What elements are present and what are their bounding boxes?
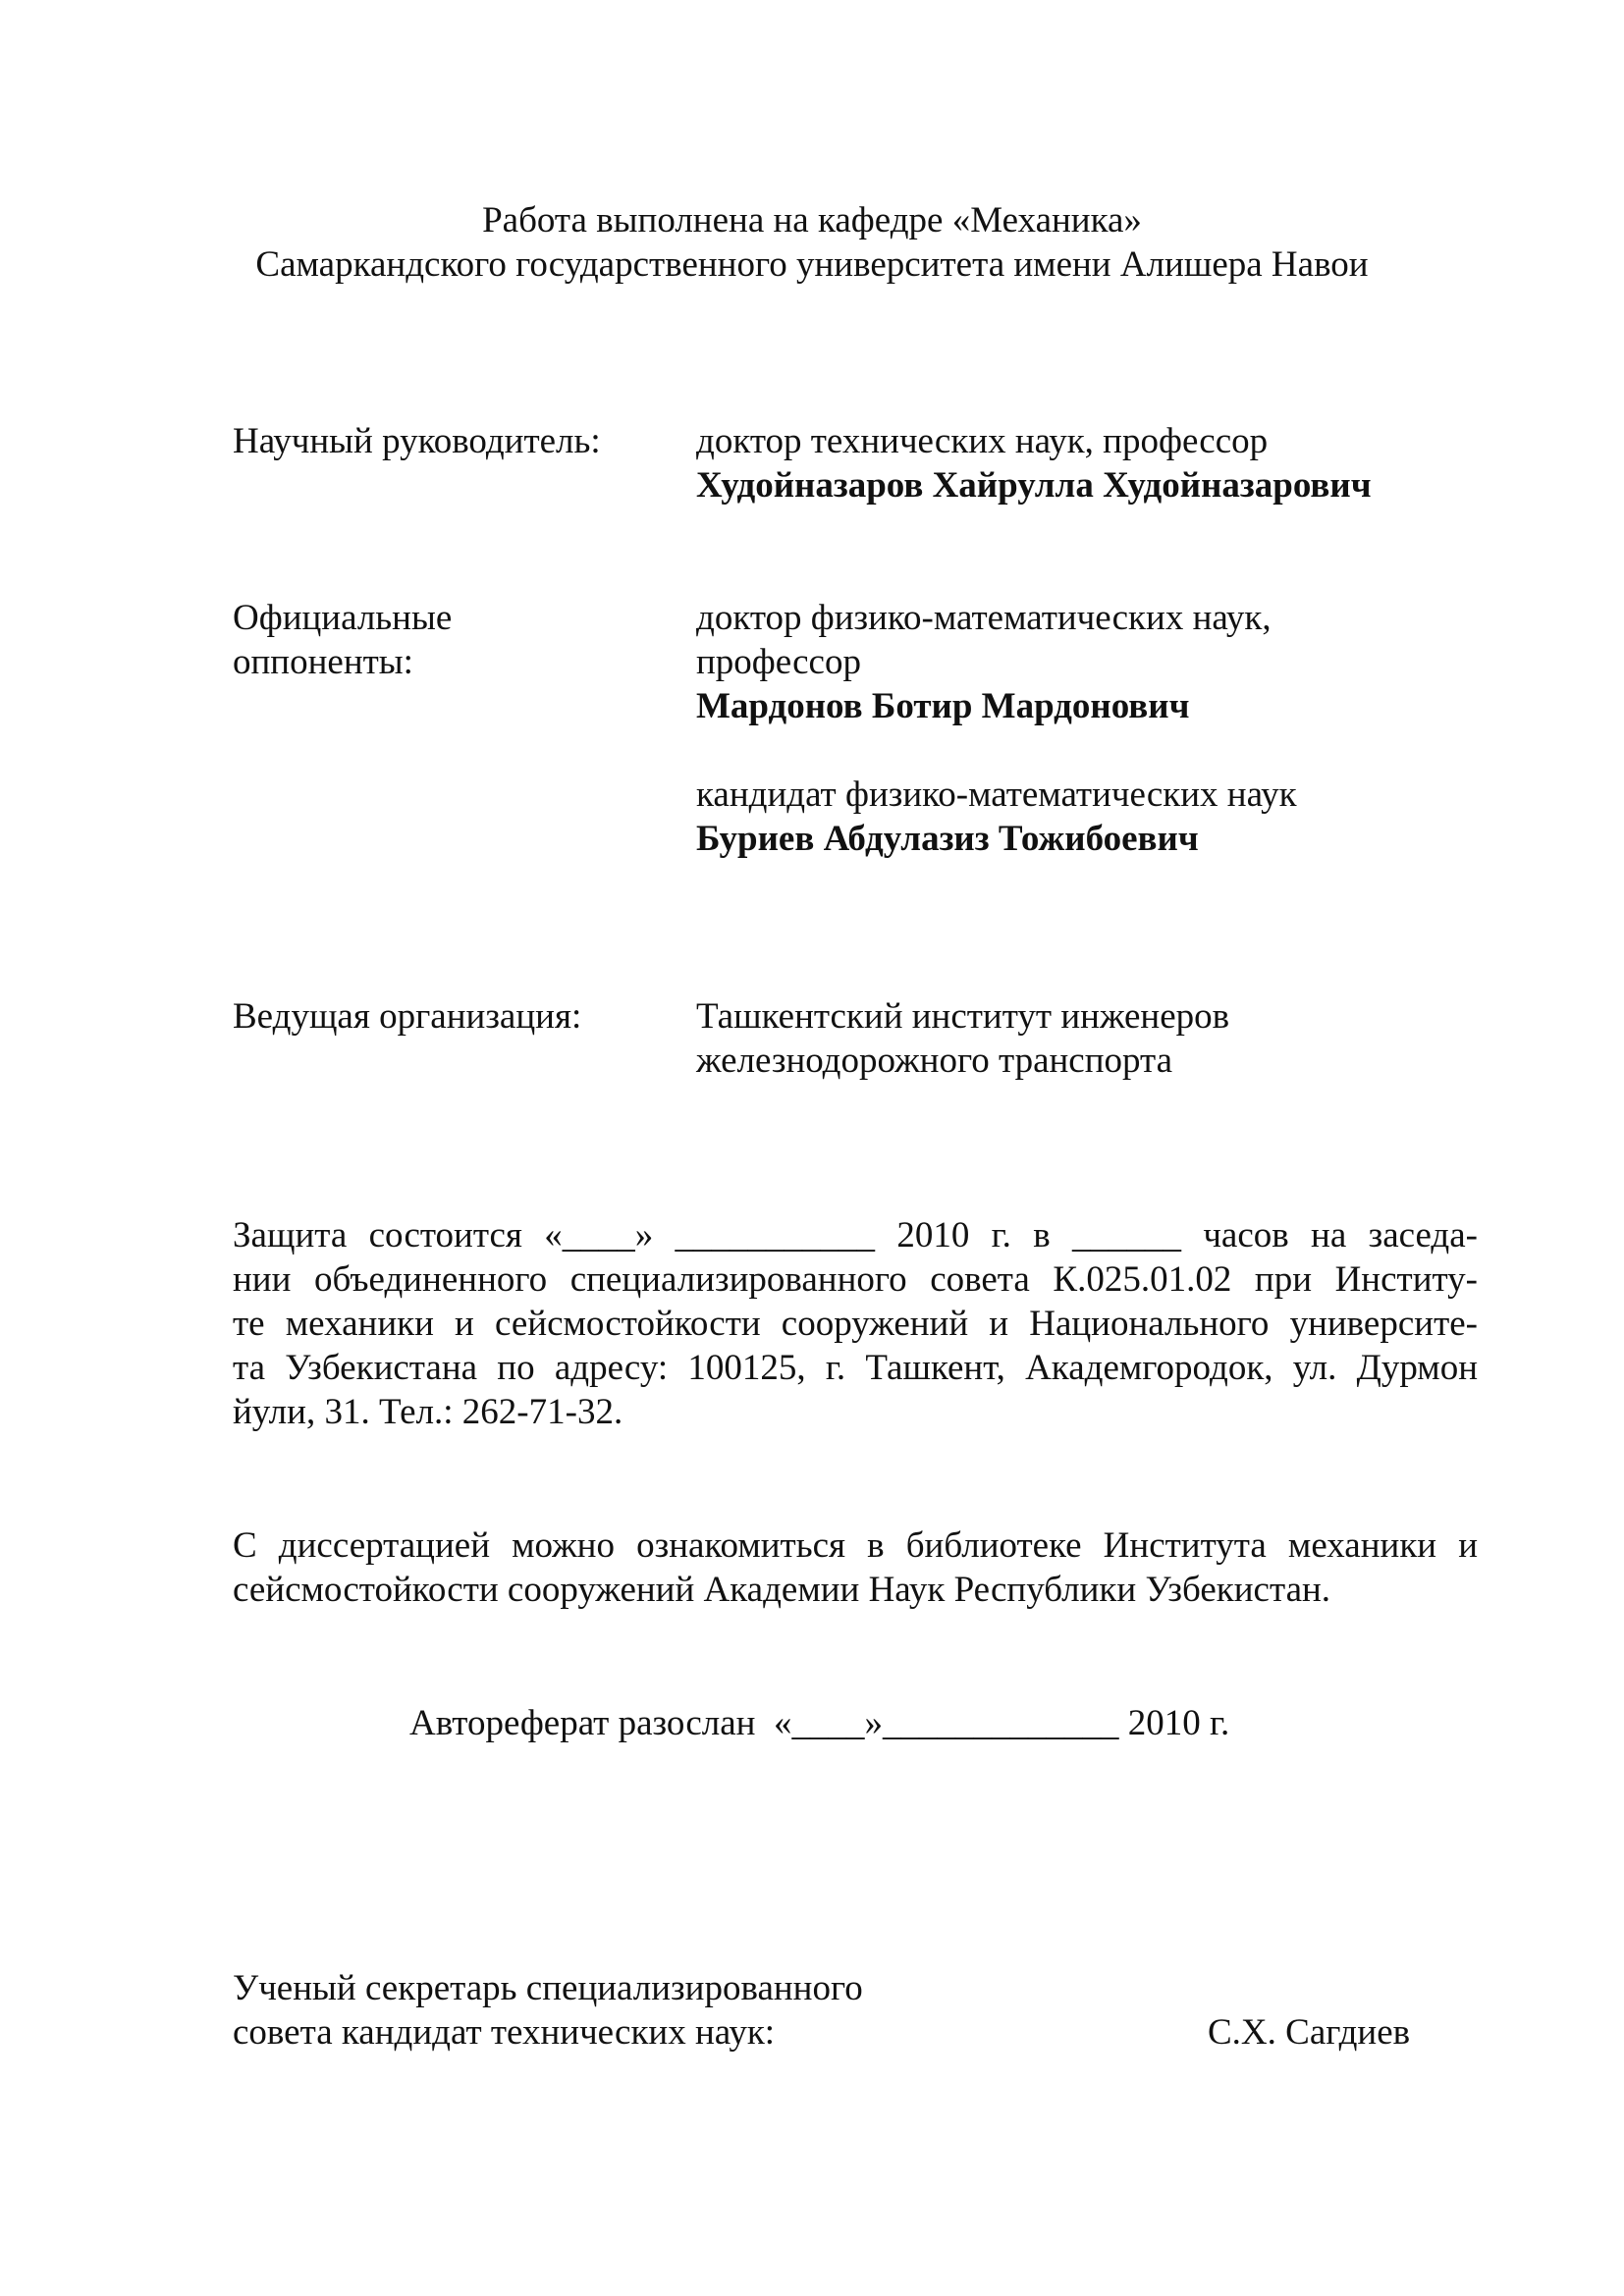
opponent-2-name: Буриев Абдулазиз Тожибоевич [696, 819, 1199, 859]
defense-line-4: та Узбекистана по адресу: 100125, г. Ташкент, Академгородок, ул. Дурмон [233, 1348, 1478, 1388]
secretary-line-1: Ученый секретарь специализированного [233, 1968, 863, 2008]
opponent-1-name: Мардонов Ботир Мардонович [696, 686, 1190, 726]
sent-date: Автореферат разослан «____»_____________ 2010 г. [409, 1703, 1230, 1743]
defense-paragraph [233, 1213, 1478, 1434]
library-line-2: сейсмостойкости сооружений Академии Наук Республики Узбекистан. [233, 1570, 1331, 1610]
opponent-1-degree-line-1: доктор физико-математических наук, [696, 598, 1272, 638]
leading-org-line-2: железнодорожного транспорта [696, 1041, 1173, 1081]
secretary-block [233, 1966, 863, 2055]
opponent-2-degree: кандидат физико-математических наук [696, 774, 1297, 815]
defense-line-3: те механики и сейсмостойкости сооружений и Национального университе- [233, 1304, 1478, 1344]
opponent-2 [696, 773, 1297, 861]
secretary-name: С.Х. Сагдиев [1208, 2012, 1411, 2053]
supervisor-degree: доктор технических наук, профессор [696, 421, 1269, 461]
defense-line-1: Защита состоится «____» ___________ 2010 г. в ______ часов на заседа- [233, 1215, 1478, 1255]
leading-org-details [696, 994, 1229, 1083]
defense-line-2: нии объединенного специализированного совета К.025.01.02 при Институ- [233, 1259, 1478, 1300]
defense-line-5: йули, 31. Тел.: 262-71-32. [233, 1392, 623, 1432]
secretary-line-2: совета кандидат технических наук: [233, 2012, 776, 2053]
leading-org-line-1: Ташкентский институт инженеров [696, 996, 1230, 1037]
header [0, 198, 1624, 287]
opponent-1 [696, 596, 1272, 728]
library-line-1: С диссертацией можно ознакомиться в библиотеке Института механики и [233, 1525, 1478, 1566]
opponents-label-line-1: Официальные [233, 598, 453, 638]
supervisor-name: Худойназаров Хайрулла Худойназарович [696, 465, 1372, 506]
library-paragraph [233, 1523, 1478, 1612]
opponents-label [233, 596, 452, 684]
header-line-1: Работа выполнена на кафедре «Механика» [482, 200, 1142, 240]
leading-org-label: Ведущая организация: [233, 996, 582, 1037]
supervisor-label: Научный руководитель: [233, 421, 601, 461]
opponent-1-degree-line-2: профессор [696, 642, 861, 682]
header-line-2: Самаркандского государственного университета имени Алишера Навои [255, 244, 1369, 285]
supervisor-details [696, 419, 1372, 507]
opponents-label-line-2: оппоненты: [233, 642, 413, 682]
